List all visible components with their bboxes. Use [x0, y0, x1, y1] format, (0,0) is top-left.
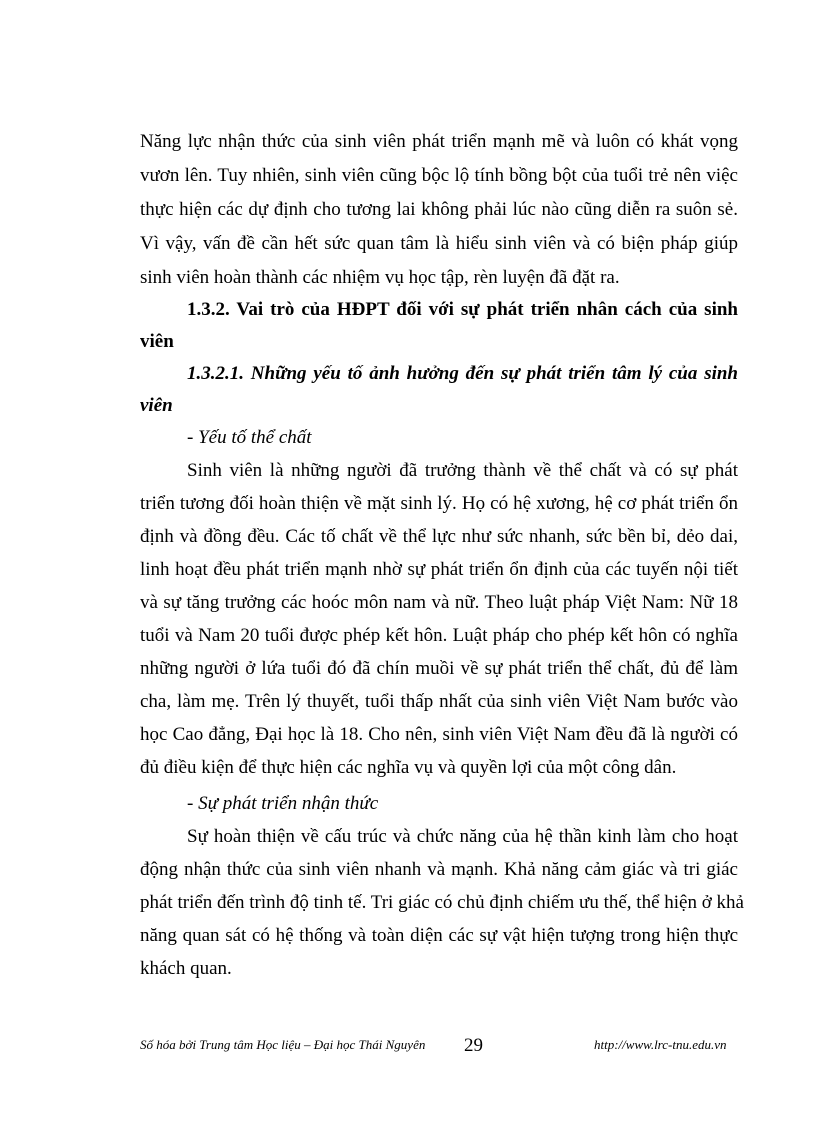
paragraph-line: triển tương đối hoàn thiện về mặt sinh lý. Họ có hệ xương, hệ cơ phát triển ổn [140, 493, 738, 514]
subtopic-physical: - Yếu tố thể chất [187, 427, 312, 448]
body-line: sinh viên hoàn thành các nhiệm vụ học tập, rèn luyện đã đặt ra. [140, 267, 620, 288]
body-line: thực hiện các dự định cho tương lai không phải lúc nào cũng diễn ra suôn sẻ. [140, 199, 738, 220]
subsection-heading: 1.3.2.1. Những yếu tố ảnh hưởng đến sự phát triển tâm lý của sinh [187, 363, 738, 384]
paragraph-line: tuổi và Nam 20 tuổi được phép kết hôn. Luật pháp cho phép kết hôn có nghĩa [140, 625, 738, 646]
subsection-heading-cont: viên [140, 395, 173, 416]
paragraph-line: và sự tăng trưởng các hoóc môn nam và nữ. Theo luật pháp Việt Nam: Nữ 18 [140, 592, 738, 613]
section-heading-cont: viên [140, 331, 174, 352]
footer-url[interactable]: http://www.lrc-tnu.edu.vn [594, 1037, 727, 1052]
body-line: Năng lực nhận thức của sinh viên phát triển mạnh mẽ và luôn có khát vọng [140, 131, 738, 152]
paragraph-line: cha, làm mẹ. Trên lý thuyết, tuổi thấp nhất của sinh viên Việt Nam bước vào [140, 691, 738, 712]
body-line: vươn lên. Tuy nhiên, sinh viên cũng bộc lộ tính bồng bột của tuổi trẻ nên việc [140, 165, 738, 186]
paragraph-line: năng quan sát có hệ thống và toàn diện các sự vật hiện tượng trong hiện thực [140, 925, 738, 946]
paragraph-line: đủ điều kiện để thực hiện các nghĩa vụ và quyền lợi của một công dân. [140, 757, 677, 778]
paragraph-line: học Cao đẳng, Đại học là 18. Cho nên, sinh viên Việt Nam đều đã là người có [140, 724, 738, 745]
subtopic-cognition: - Sự phát triển nhận thức [187, 793, 379, 814]
paragraph-line: phát triển đến trình độ tinh tế. Tri giác có chủ định chiếm ưu thế, thể hiện ở khả [140, 892, 744, 913]
paragraph-line: linh hoạt đều phát triển mạnh nhờ sự phát triển ổn định của các tuyến nội tiết [140, 559, 738, 580]
paragraph-line: những người ở lứa tuổi đó đã chín muồi về sự phát triển thể chất, đủ để làm [140, 658, 738, 679]
page-number: 29 [464, 1035, 483, 1056]
paragraph-line: Sự hoàn thiện về cấu trúc và chức năng của hệ thần kinh làm cho hoạt [187, 826, 738, 847]
footer-source: Số hóa bởi Trung tâm Học liệu – Đại học Thái Nguyên [140, 1037, 426, 1052]
paragraph-line: Sinh viên là những người đã trưởng thành về thể chất và có sự phát [187, 460, 738, 481]
paragraph-line: định và đồng đều. Các tố chất về thể lực như sức nhanh, sức bền bỉ, dẻo dai, [140, 526, 738, 547]
paragraph-line: động nhận thức của sinh viên nhanh và mạnh. Khả năng cảm giác và tri giác [140, 859, 738, 880]
paragraph-line: khách quan. [140, 958, 232, 979]
body-line: Vì vậy, vấn đề cần hết sức quan tâm là hiểu sinh viên và có biện pháp giúp [140, 233, 738, 254]
section-heading: 1.3.2. Vai trò của HĐPT đối với sự phát triển nhân cách của sinh [187, 299, 738, 320]
